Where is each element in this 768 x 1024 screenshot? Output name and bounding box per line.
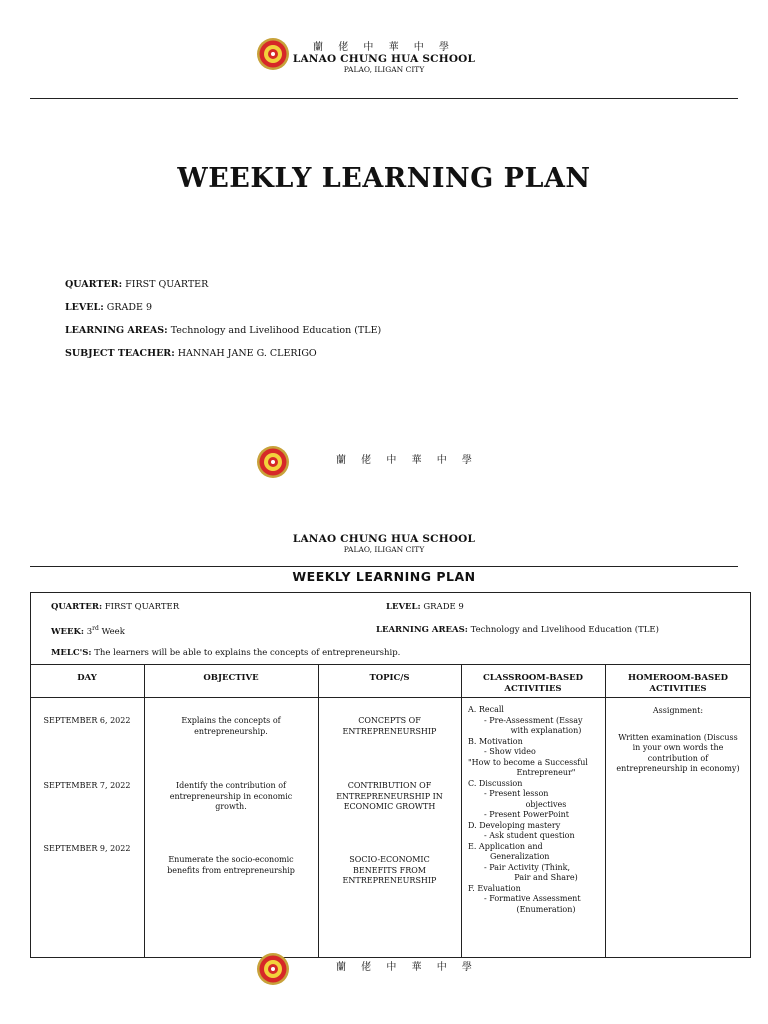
plan-title: WEEKLY LEARNING PLAN [292, 569, 476, 584]
activity-line: D. Developing mastery [468, 820, 561, 830]
assignment-line: in your own words the [632, 743, 724, 752]
homeroom-activities [605, 706, 751, 775]
header-line: ACTIVITIES [504, 684, 562, 694]
info-label: SUBJECT TEACHER [65, 348, 172, 359]
info-label: LEARNING AREAS [376, 625, 465, 635]
objective-cell [144, 781, 318, 813]
activity-line: (Enumeration) [516, 904, 576, 914]
school-name: LANAO CHUNG HUA SCHOOL [292, 533, 476, 545]
info-value: Technology and Livelihood Education (TLE) [470, 625, 659, 635]
activity-line: - Ask student question [484, 831, 575, 840]
table-learning-areas: LEARNING AREAS: Technology and Livelihood Education (TLE) [376, 625, 659, 635]
cell-line: benefits from entrepreneurship [167, 865, 295, 875]
school-header [284, 533, 484, 554]
topic-cell [318, 855, 461, 887]
chinese-school-name: 蘭 佬 中 華 中 學 [336, 455, 478, 466]
column-header-day: DAY [77, 673, 97, 683]
header-line: CLASSROOM-BASED [482, 673, 583, 683]
activity-line: F. Evaluation [468, 883, 521, 893]
activity-line: Generalization [490, 852, 550, 861]
objective-cell [144, 716, 318, 737]
info-label: MELC'S [51, 648, 89, 658]
topic-cell [318, 781, 461, 813]
activity-line: E. Application and [468, 841, 543, 851]
day-cell: SEPTEMBER 9, 2022 [43, 844, 131, 853]
table-divider [30, 664, 751, 665]
cell-line: ECONOMIC GROWTH [343, 802, 436, 811]
header-divider [30, 98, 738, 99]
info-quarter: QUARTER: FIRST QUARTER [65, 279, 209, 290]
cell-line: ENTREPRENEURSHIP [342, 876, 437, 885]
cell-line: CONCEPTS OF [358, 716, 421, 725]
table-divider [30, 697, 751, 698]
info-value: HANNAH JANE G. CLERIGO [177, 348, 317, 359]
activity-line: Entrepreneur" [516, 768, 576, 777]
assignment-heading: Assignment: [652, 706, 704, 715]
activity-line: C. Discussion [468, 778, 523, 788]
column-header-topics: TOPIC/S [369, 673, 410, 683]
activity-line: - Pair Activity (Think, [484, 862, 571, 872]
activity-line: - Show video [484, 747, 536, 756]
table-melc: MELC'S: The learners will be able to explains the concepts of entrepreneurship. [51, 648, 401, 658]
week-word: Week [101, 626, 125, 637]
cell-line: Identify the contribution of [176, 781, 286, 790]
table-divider [461, 664, 462, 958]
chinese-school-name: 蘭 佬 中 華 中 學 [336, 962, 478, 973]
info-value: GRADE 9 [106, 302, 152, 313]
plan-info [65, 279, 665, 371]
activity-line: - Pre-Assessment (Essay [484, 715, 583, 725]
info-learning-areas: LEARNING AREAS: Technology and Livelihood Education (TLE) [65, 325, 382, 336]
header-line: ACTIVITIES [649, 684, 707, 694]
activity-line: "How to become a Successful [468, 757, 588, 767]
cell-line: BENEFITS FROM [353, 865, 426, 875]
info-label: QUARTER [65, 279, 119, 290]
column-header-classroom [461, 673, 605, 695]
school-seal-icon [256, 445, 290, 479]
assignment-line: contribution of [647, 753, 709, 763]
info-value: Technology and Livelihood Education (TLE) [170, 325, 382, 336]
table-level: LEVEL: GRADE 9 [386, 602, 464, 612]
assignment-line: Written examination (Discuss [618, 732, 738, 742]
header-divider [30, 566, 738, 567]
classroom-activities [468, 705, 602, 915]
cell-line: SOCIO-ECONOMIC [349, 855, 430, 864]
assignment-line: entrepreneurship in economy) [616, 764, 740, 773]
school-name: LANAO CHUNG HUA SCHOOL [292, 53, 476, 65]
activity-line: - Present PowerPoint [484, 810, 570, 819]
activity-line: A. Recall [468, 705, 504, 714]
info-level: LEVEL: GRADE 9 [65, 302, 152, 313]
header-line: HOMEROOM-BASED [628, 673, 728, 683]
info-label: LEARNING AREAS [65, 325, 165, 336]
activity-line: - Formative Assessment [484, 894, 581, 903]
day-cell: SEPTEMBER 7, 2022 [43, 781, 131, 790]
page-title: WEEKLY LEARNING PLAN [177, 163, 591, 194]
info-value: FIRST QUARTER [104, 602, 180, 612]
column-header-objective: OBJECTIVE [203, 673, 259, 683]
cell-line: entrepreneurship. [194, 726, 268, 736]
cell-line: growth. [215, 802, 247, 811]
cell-line: Explains the concepts of [181, 716, 281, 725]
activity-line: - Present lesson [484, 789, 549, 798]
info-label: LEVEL [65, 302, 101, 313]
cell-line: ENTREPRENEURSHIP IN [336, 791, 443, 801]
school-address: PALAO, ILIGAN CITY [343, 65, 425, 74]
info-value: GRADE 9 [423, 602, 464, 612]
activity-line: B. Motivation [468, 736, 523, 746]
info-label: WEEK [51, 626, 81, 637]
info-subject-teacher: SUBJECT TEACHER: HANNAH JANE G. CLERIGO [65, 348, 317, 359]
info-label: QUARTER [51, 602, 99, 612]
info-value: FIRST QUARTER [125, 279, 209, 290]
info-value: The learners will be able to explains the concepts of entrepreneurship. [94, 648, 401, 658]
objective-cell [144, 855, 318, 876]
topic-cell [318, 716, 461, 737]
school-address: PALAO, ILIGAN CITY [343, 545, 425, 554]
table-week: WEEK: 3rd Week [51, 625, 125, 637]
column-header-homeroom [605, 673, 751, 695]
day-cell: SEPTEMBER 6, 2022 [43, 716, 131, 725]
week-number: 3 [86, 626, 93, 637]
activity-line: with explanation) [510, 726, 582, 735]
activity-line: objectives [525, 799, 567, 809]
chinese-school-name: 蘭 佬 中 華 中 學 [313, 42, 455, 53]
info-label: LEVEL [386, 602, 418, 612]
week-suffix: rd [92, 625, 99, 632]
cell-line: entrepreneurship in economic [169, 791, 293, 801]
cell-line: ENTREPRENEURSHIP [342, 726, 437, 736]
cell-line: CONTRIBUTION OF [347, 781, 432, 790]
school-seal-icon [256, 952, 290, 986]
activity-line: Pair and Share) [514, 873, 578, 882]
plan-table [30, 592, 751, 958]
cell-line: Enumerate the socio-economic [168, 855, 294, 864]
table-quarter: QUARTER: FIRST QUARTER [51, 602, 180, 612]
school-header [284, 38, 484, 74]
